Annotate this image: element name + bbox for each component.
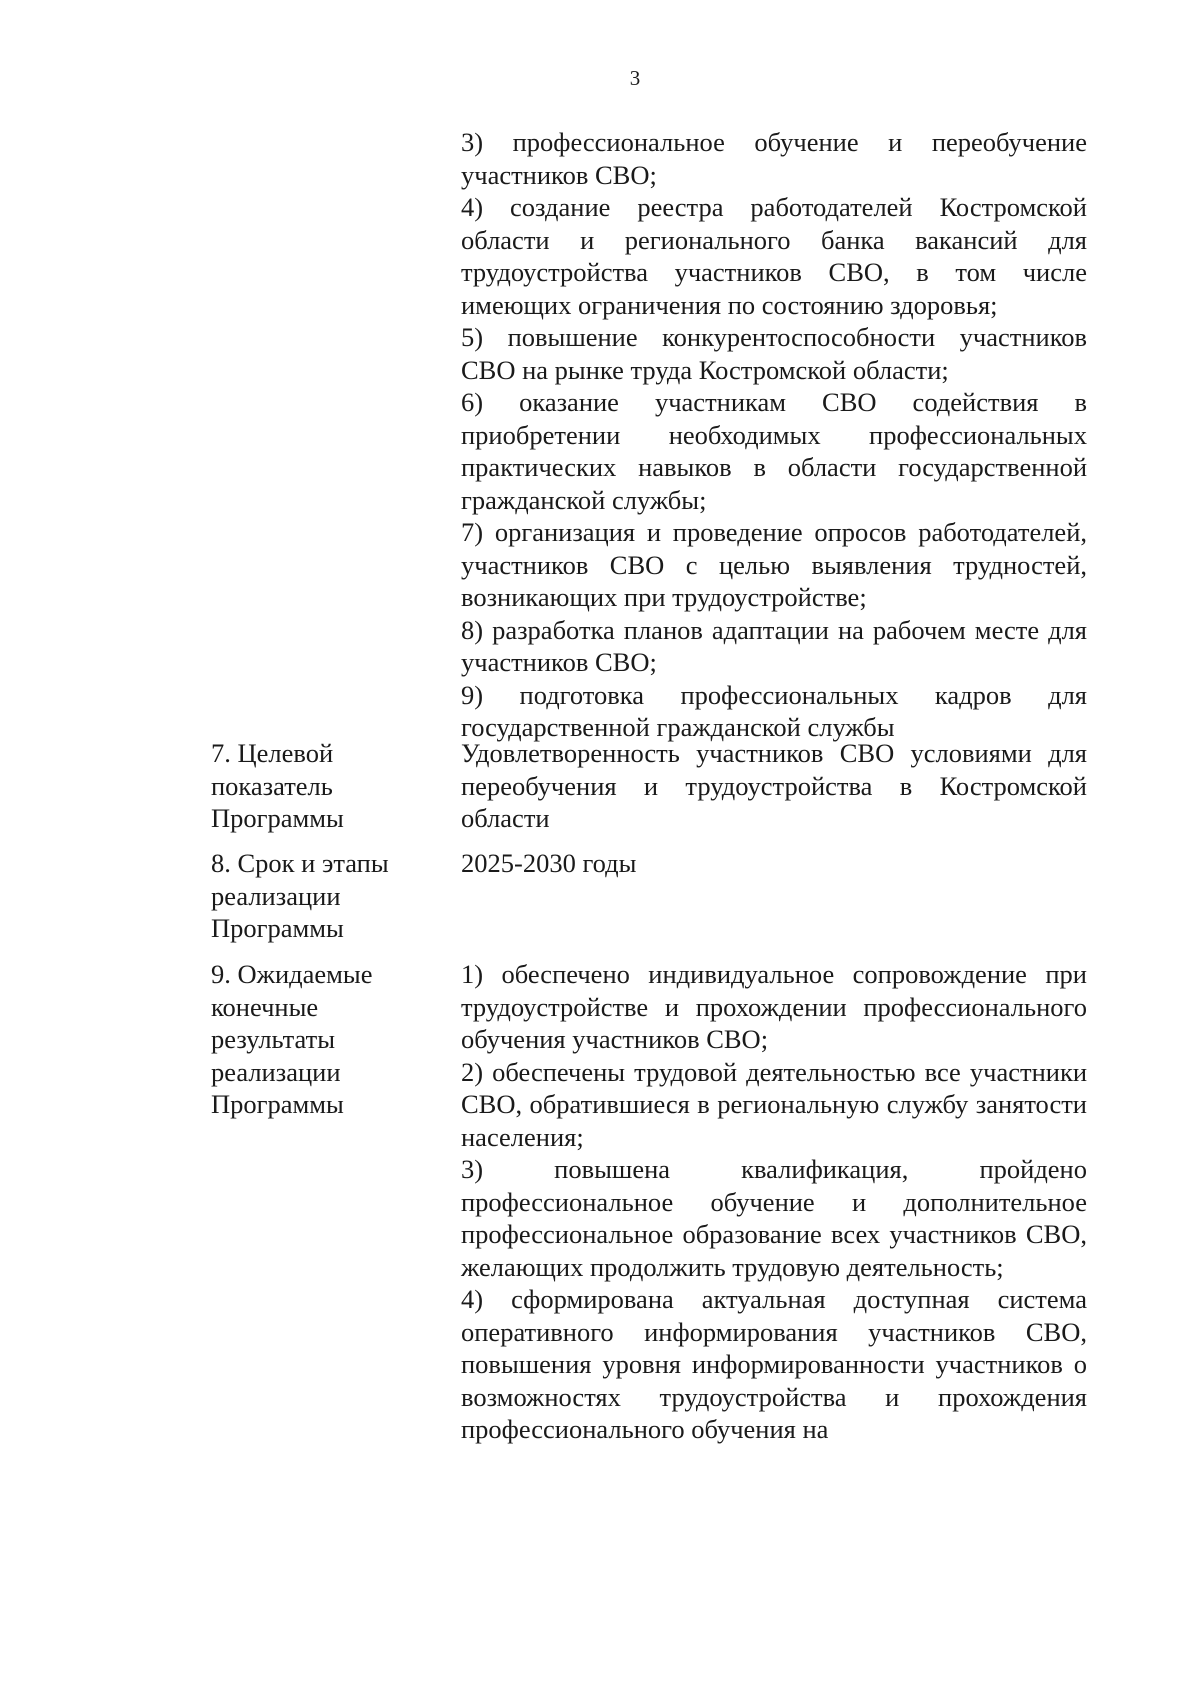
row-label: 8. Срок и этапы реализации Программы: [211, 848, 389, 943]
row-value-item: 2) обеспечены трудовой деятельностью все участники СВО, обратившиеся в региональную службу занятости населения;: [461, 1056, 1087, 1152]
continuation-block: [461, 126, 1087, 744]
row-value-item: 1) обеспечено индивидуальное сопровождение при трудоустройстве и прохождении профессионального обучения участников СВО;: [461, 959, 1087, 1054]
row-value-item: 2025-2030 годы: [461, 848, 637, 878]
row-label: 9. Ожидаемые конечные результаты реализации Программы: [211, 959, 373, 1119]
row-value: [461, 958, 1087, 1446]
task-item: 7) организация и проведение опросов работодателей, участников СВО с целью выявления трудностей, возникающих при трудоустройстве;: [461, 517, 1087, 612]
task-item: 6) оказание участникам СВО содействия в приобретении необходимых профессиональных практических навыков в области государственной гражданской службы;: [461, 387, 1087, 515]
row-label: 7. Целевой показатель Программы: [211, 738, 344, 833]
row-value: [461, 847, 1087, 880]
task-item: 8) разработка планов адаптации на рабочем месте для участников СВО;: [461, 614, 1087, 677]
page-number: 3: [629, 66, 641, 90]
row-value: [461, 737, 1087, 835]
task-item: 4) создание реестра работодателей Костромской области и регионального банка вакансий для трудоустройства участников СВО, в том числе имеющих ограничения по состоянию здоровья;: [461, 192, 1087, 320]
row-value-item: 4) сформирована актуальная доступная система оперативного информирования участников СВО, повышения уровня информированности участников о возможностях трудоустройства и прохождения профессионального обучения на: [461, 1284, 1087, 1444]
row-value-item: 3) повышена квалификация, пройдено профессиональное обучение и дополнительное профессиональное образование всех участников СВО, желающих продолжить трудовую деятельность;: [461, 1154, 1087, 1282]
row-value-item: Удовлетворенность участников СВО условиями для переобучения и трудоустройства в Костромской области: [461, 738, 1087, 833]
task-item: 3) профессиональное обучение и переобучение участников СВО;: [461, 127, 1087, 190]
task-item: 9) подготовка профессиональных кадров для государственной гражданской службы: [461, 679, 1087, 742]
task-item: 5) повышение конкурентоспособности участников СВО на рынке труда Костромской области;: [461, 322, 1087, 385]
